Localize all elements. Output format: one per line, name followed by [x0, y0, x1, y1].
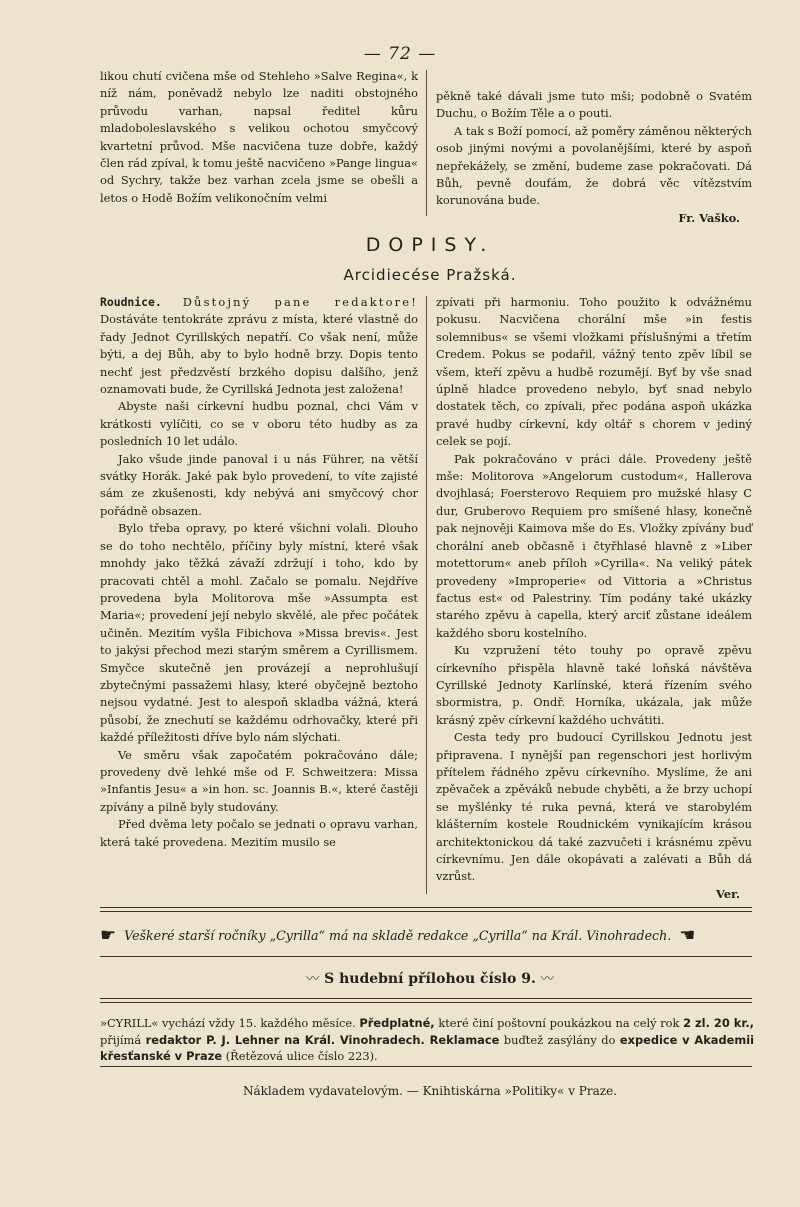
- info-frequency: »CYRILL« vychází vždy 15. každého měsíce.: [100, 1016, 356, 1030]
- top-right-paragraph-1: pěkně také dávali jsme tuto mši; podobně o Svatém Duchu, o Božím Těle a o pouti.: [436, 89, 752, 121]
- top-right-signature: Fr. Vaško.: [678, 210, 740, 225]
- ornament-right-icon: 〰: [540, 972, 554, 987]
- rule-top-1: [100, 907, 752, 908]
- rule-top-2: [100, 911, 752, 912]
- pointing-hand-right-icon: ☛: [100, 925, 117, 946]
- section-subtitle: Arcidiecése Pražská.: [343, 266, 517, 284]
- letter-paragraph-3: Jako všude jinde panoval i u nás Führer, na větší svátky Horák. Jaké pak bylo provedení, to víte zajisté sám ze zkušenosti, kdy nebývá ani smyčcový chor pořádně obsazen.: [100, 451, 418, 518]
- letter-right-paragraph-2: Pak pokračováno v práci dále. Provedeny ještě mše: Molitorova »Angelorum custodum«, Hallerova dvojhlasá; Foersterovo Requiem pro mužské hlasy C dur, Gruberovo Requiem pro smíšené hlasy, konečně pak nejnověji Kaimova mše do Es. Vložky zpívány buď chorální aneb občasně i čtyřhlasé hlavně z »Liber motettorum« aneb příloh »Cyrilla«. Na veliký pátek provedeny »Improperie« od Vittoria a »Christus factus est« od Palestriny. Tím podány také ukázky starého zpěvu à capella, který arciť zůstane ideálem každého sboru kostelního.: [436, 451, 752, 640]
- letter-paragraph-1: Dostáváte tentokráte zprávu z místa, které vlastně do řady Jednot Cyrillských nepatří. Co však není, může býti, a dej Bůh, aby to bylo hodně brzy. Dopis tento nechť jest předzvěstí brzkého dopisu dalšího, jenž oznamovati bude, že Cyrillská Jednota jest založena!: [100, 312, 418, 397]
- info-complaints: buďtež zasýlány do: [503, 1032, 616, 1047]
- letter-paragraph-2: Abyste naši církevní hudbu poznal, chci Vám v krátkosti vylíčiti, co se v oboru této hudby as za posledních 10 let událo.: [100, 399, 418, 449]
- info-subscription-label: Předplatné,: [359, 1016, 435, 1030]
- rule-footer: [100, 1066, 752, 1067]
- section-title: DOPISY.: [365, 234, 495, 256]
- notice-banner: [100, 925, 752, 946]
- letter-signature: Ver.: [716, 886, 740, 901]
- letter-place: Roudnice.: [100, 295, 162, 309]
- top-left-paragraph: likou chutí cvičena mše od Stehleho »Salve Regina«, k níž nám, poněvadž nebylo lze naditi obstojného průvodu varhan, napsal ředitel kůru mladoboleslavského s velikou ochotou smyčcový kvartetní průvod. Mše nacvičena tuze dobře, každý člen rád zpíval, k tomu ještě nacvičeno »Pange lingua« od Sychry, takže bez varhan zcela jsme se obešli a letos o Hodě Božím velikonočním velmi: [100, 69, 418, 205]
- info-editor: redaktor P. J. Lehner na Král. Vinohradech. Reklamace: [145, 1032, 500, 1047]
- letter-left-column: [100, 294, 418, 851]
- rule-middle: [100, 956, 752, 957]
- letter-paragraph-4: Bylo třeba opravy, po které všichni volali. Dlouho se do toho nechtělo, příčiny byly místní, které však mnohdy jako těžká závaží zdržují i toho, kdo by pracovati chtěl a mohl. Začalo se pomalu. Nejdříve provedena byla Molitorova mše »Assumpta est Maria«; provedení její nebylo skvělé, ale přec počátek učiněn. Mezitím vyšla Fibichova »Missa brevis«. Jest to jakýsi přechod mezi starým směrem a Cyrillismem. Smyčce skutečně jen provázejí a neprohlušují zbytečnými passažemi hlasy, které obyčejně beztoho nejsou vydatné. Jest to alespoň skladba vážná, která působí, že znechutí se každému odrhovačky, které při každé příležitosti dříve bylo nám slýchati.: [100, 521, 418, 745]
- ornament-left-icon: 〰: [306, 972, 320, 987]
- info-address: (Řetězová ulice číslo 223).: [225, 1049, 378, 1063]
- supplement-line: [0, 968, 800, 987]
- letter-paragraph-5: Ve směru však započatém pokračováno dále; provedeny dvě lehké mše od F. Schweitzera: Missa »Infantis Jesu« a »in hon. sc. Joannis B.«, které častěji zpívány a pilně byly studovány.: [100, 747, 418, 814]
- letter-right-paragraph-1: zpívati při harmoniu. Toho použito k odvážnému pokusu. Nacvičena chorální mše »in festis solemnibus« se všemi vložkami příslušnými a třetím Credem. Pokus se podařil, vážný tento zpěv líbil se všem, kteří zpěvu a hudbě rozumějí. Byť by vše snad úplně hladce provedeno nebylo, byť snad nebylo dostatek těch, co zpívali, přec podána aspoň ukázka pravé hudby církevní, kdy oltář s chorem v jediný celek se pojí.: [436, 295, 752, 449]
- printer-footer: Nákladem vydavatelovým. — Knihtiskárna »Politiky« v Praze.: [242, 1084, 618, 1098]
- letter-right-paragraph-3: Ku vzpružení této touhy po opravě zpěvu církevního přispěla hlavně také loňská návštěva Cyrillské Jednoty Karlínské, která řízením svého sbormistra, p. Ondř. Horníka, ukázala, jak může krásný zpěv církevní každého uchvátiti.: [436, 643, 752, 727]
- supplement-text: S hudební přílohou číslo 9.: [324, 971, 536, 987]
- top-left-column: [100, 68, 418, 207]
- pointing-hand-left-icon: ☚: [679, 925, 696, 946]
- letter-opening: [100, 294, 418, 398]
- top-right-paragraph-2: A tak s Boží pomocí, až poměry záměnou některých osob jinými novými a povolanějšími, které by aspoň nepřekážely, se změní, budeme zase pokračovati. Dá Bůh, pevně doufám, že dobrá věc vítězstvím korunována bude.: [436, 123, 752, 208]
- letter-right-column: [436, 294, 752, 903]
- letter-right-paragraph-4: Cesta tedy pro budoucí Cyrillskou Jednotu jest připravena. I nynější pan regenschori jest horlivým přítelem řádného zpěvu církevního. Myslíme, že ani zpěvaček a zpěváků nebude chyběti, a že brzy uchopí se myšlénky té ruka pevná, která ve starobylém klášterním kostele Roudnickém vynikajícím krásou architektonickou dá také zazvučeti i krásnému zpěvu církevnímu. Jen dále okopávati a zalévati a Bůh dá vzrůst.: [436, 730, 752, 884]
- letter-paragraph-6: Před dvěma lety počalo se jednati o opravu varhan, která také provedena. Mezitím musilo se: [100, 817, 418, 849]
- column-divider-letter: [426, 296, 427, 894]
- info-price: 2 zl. 20 kr.,: [683, 1016, 755, 1030]
- notice-text: Veškeré starší ročníky „Cyrilla“ má na skladě redakce „Cyrilla“ na Král. Vinohradech.: [124, 928, 672, 943]
- info-accepts: přijímá: [100, 1032, 142, 1047]
- letter-salutation: Důstojný pane redaktore!: [182, 295, 419, 309]
- page-number: — 72 —: [363, 44, 437, 64]
- info-expedition: expedice v Akademii křesťanské v Praze: [100, 1032, 755, 1063]
- rule-bottom-2: [100, 1002, 752, 1003]
- column-divider-top: [426, 70, 427, 216]
- info-subscription-text: které činí poštovní poukázkou na celý rok: [438, 1016, 680, 1030]
- rule-bottom-1: [100, 998, 752, 999]
- top-right-column: [436, 88, 752, 227]
- publication-info: [100, 1015, 754, 1065]
